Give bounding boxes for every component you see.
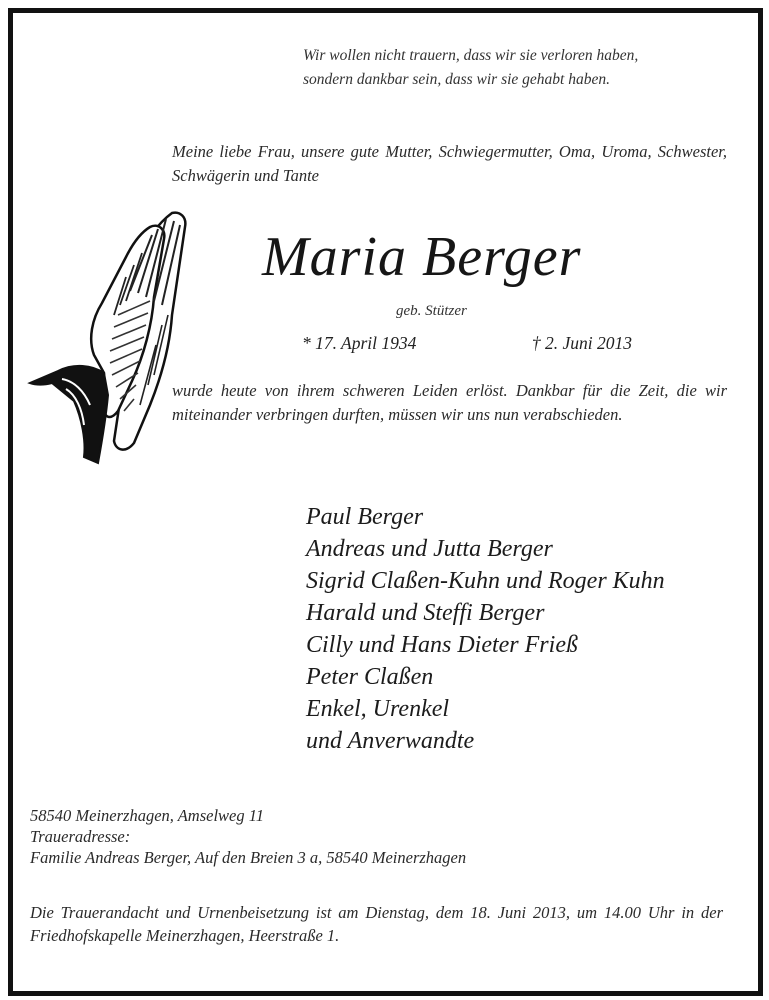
address-block	[30, 805, 730, 868]
quote-line: sondern dankbar sein, dass wir sie gehabt haben.	[303, 71, 610, 88]
intro-text: Meine liebe Frau, unsere gute Mutter, Schwiegermutter, Oma, Uroma, Schwester, Schwägerin und Tante	[172, 142, 727, 185]
birth-name: geb. Stützer	[396, 303, 467, 319]
notice-message: wurde heute von ihrem schweren Leiden erlöst. Dankbar für die Zeit, die wir miteinander verbringen durften, müssen wir uns nun verabschieden.	[172, 381, 727, 424]
mourner-entry: Cilly und Hans Dieter Frieß	[306, 632, 578, 658]
mourner-entry: und Anverwandte	[306, 728, 475, 754]
service-info: Die Trauerandacht und Urnenbeisetzung ist am Dienstag, dem 18. Juni 2013, um 14.00 Uhr in der Friedhofskapelle Meinerzhagen, Heerstraße 1.	[30, 903, 723, 945]
mourner-entry: Paul Berger	[306, 504, 424, 530]
mourners-list	[306, 501, 746, 757]
memorial-quote	[303, 44, 723, 92]
address-line: 58540 Meinerzhagen, Amselweg 11	[30, 806, 265, 825]
mourner-entry: Andreas und Jutta Berger	[306, 536, 553, 562]
quote-line: Wir wollen nicht trauern, dass wir sie verloren haben,	[303, 47, 639, 64]
praying-hands-icon	[22, 205, 194, 465]
mourner-entry: Harald und Steffi Berger	[306, 600, 545, 626]
address-line: Familie Andreas Berger, Auf den Breien 3 a, 58540 Meinerzhagen	[30, 848, 467, 867]
death-date: † 2. Juni 2013	[531, 333, 632, 353]
deceased-name: Maria Berger	[262, 226, 582, 288]
birth-date: * 17. April 1934	[302, 333, 417, 353]
mourner-entry: Peter Claßen	[306, 664, 434, 690]
address-heading: Traueradresse:	[30, 827, 131, 846]
mourner-entry: Sigrid Claßen-Kuhn und Roger Kuhn	[306, 568, 665, 594]
life-dates	[302, 331, 632, 355]
mourner-entry: Enkel, Urenkel	[306, 696, 450, 722]
